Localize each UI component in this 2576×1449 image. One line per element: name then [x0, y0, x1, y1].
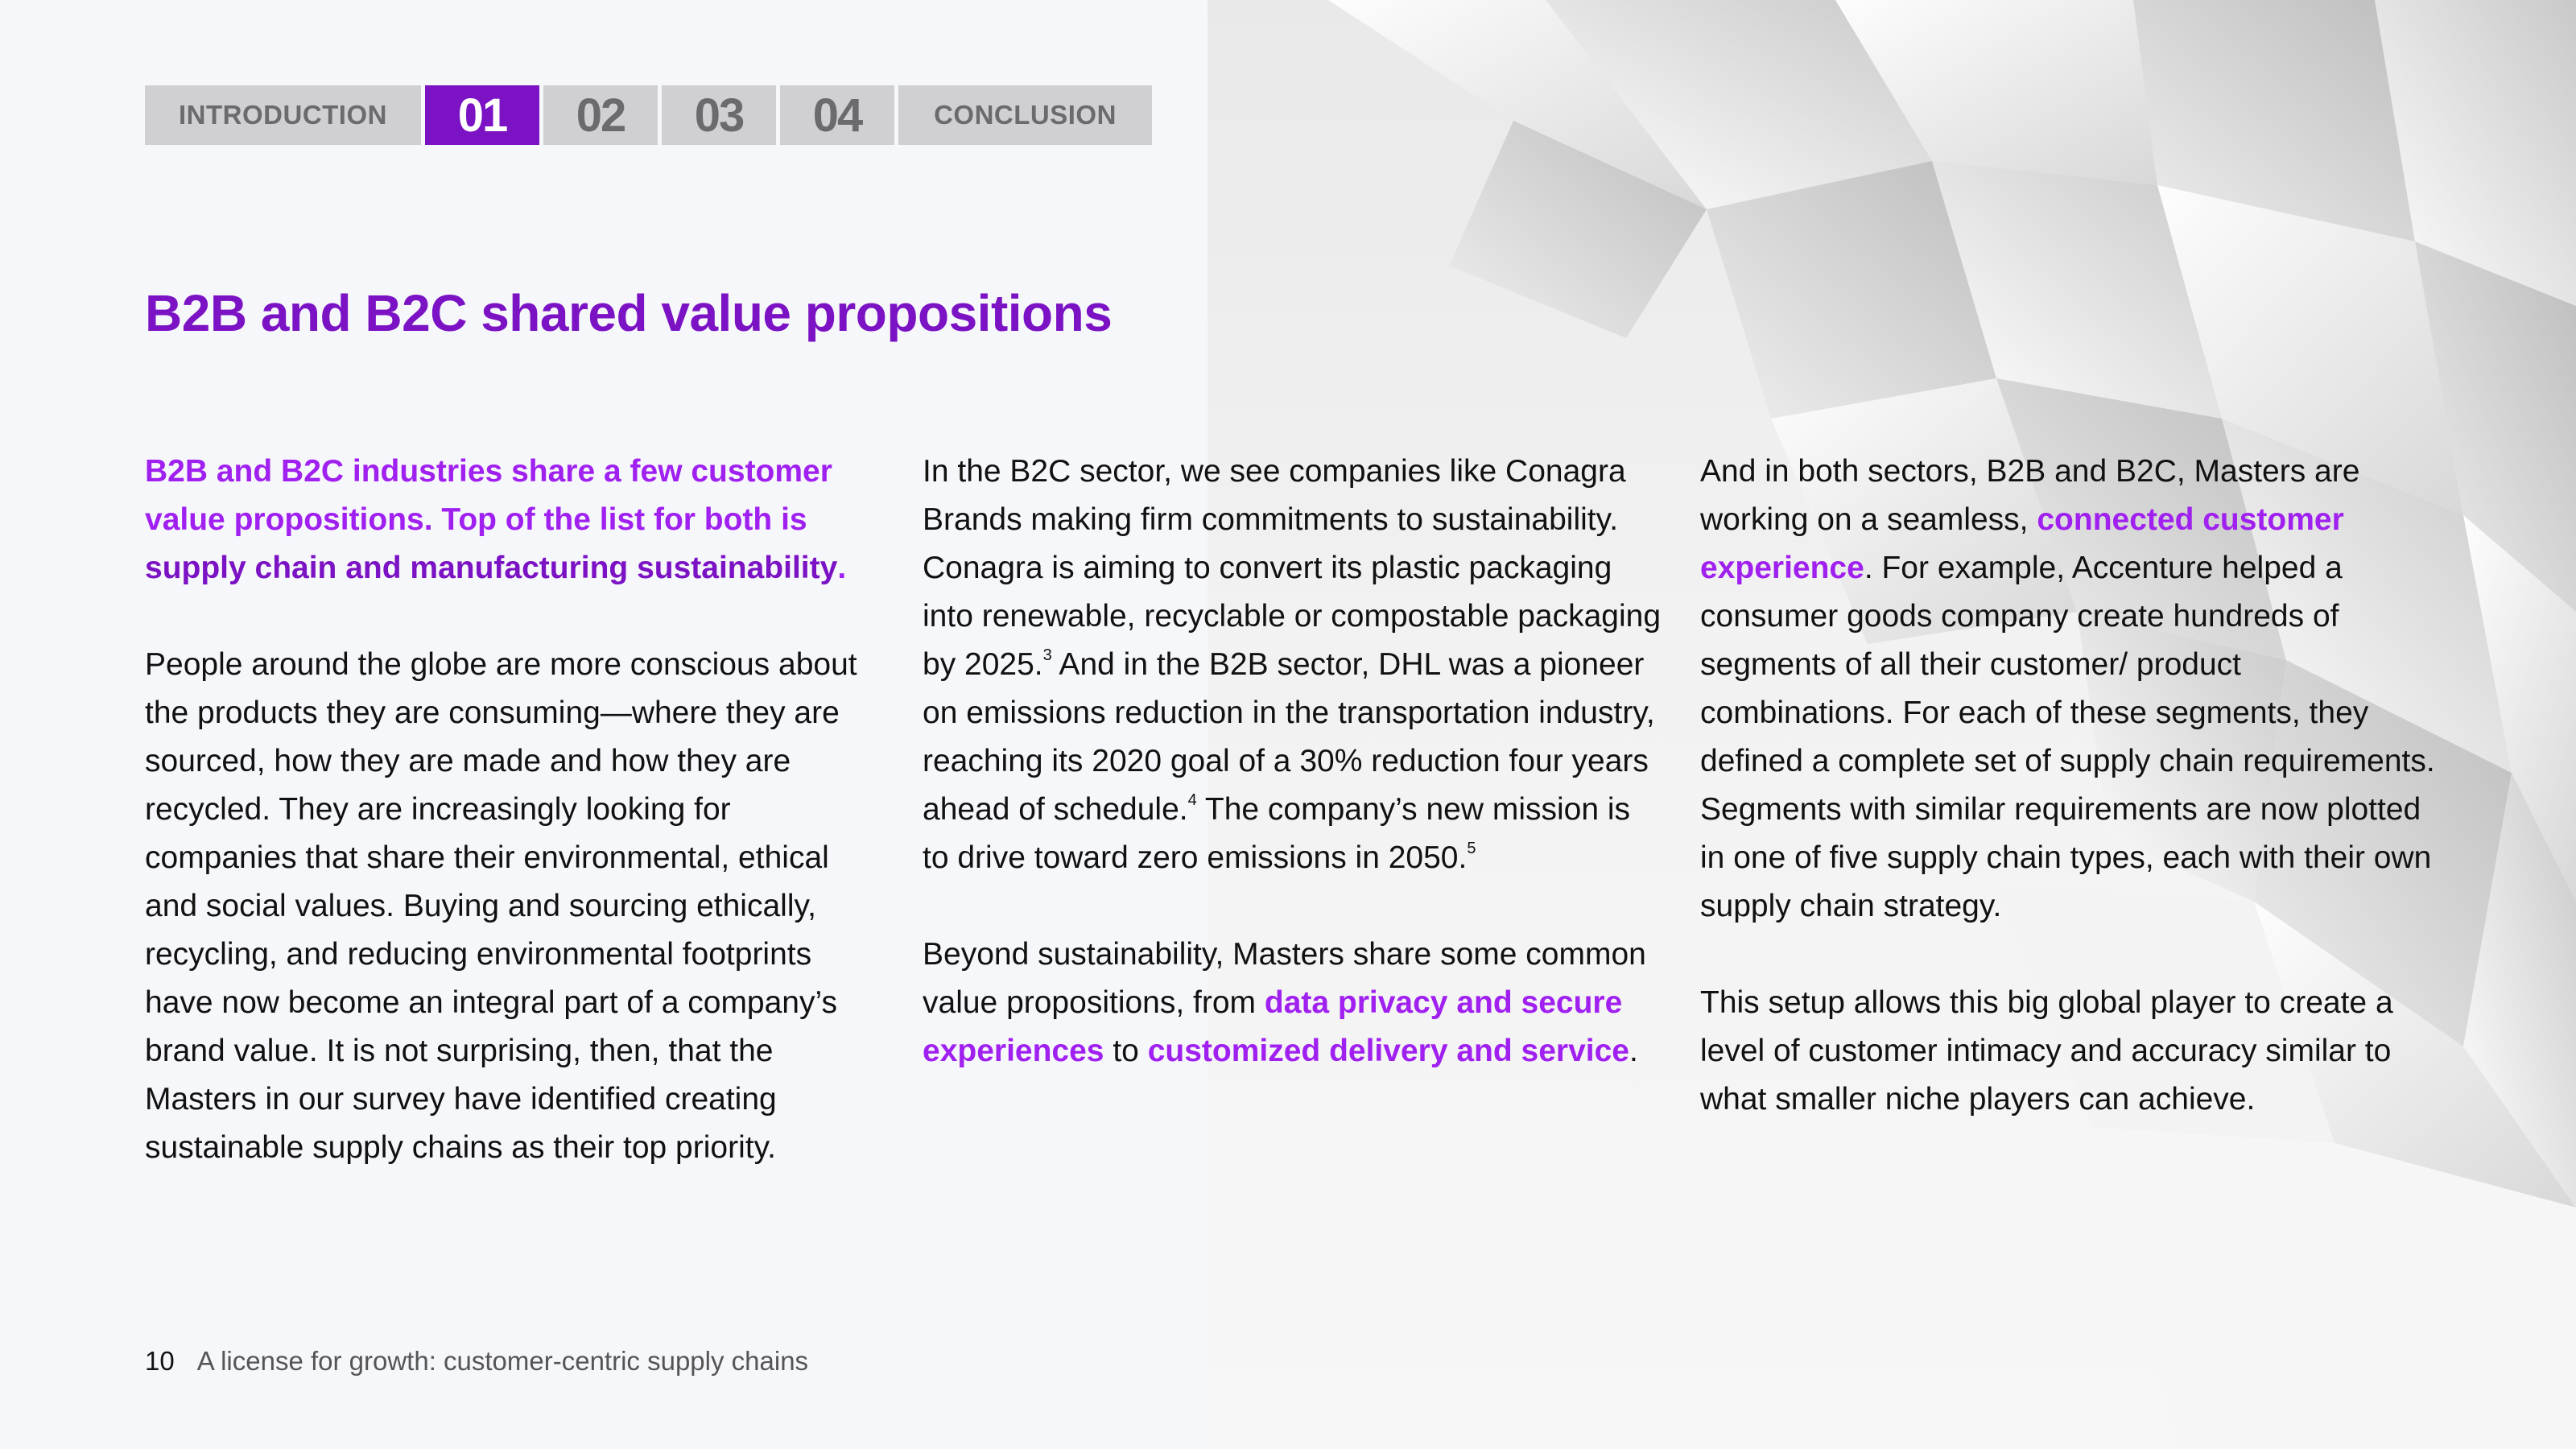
section-navigation: [145, 85, 1152, 145]
highlight-connected-experience: connected customer experience: [1700, 502, 2344, 585]
text-span: The company’s new mission is to drive toward zero emissions in 2050.: [923, 792, 1631, 875]
footnote-ref: 3: [1042, 646, 1052, 664]
page-number: 10: [145, 1346, 175, 1376]
tab-conclusion[interactable]: CONCLUSION: [898, 85, 1152, 145]
tab-02[interactable]: 02: [543, 85, 658, 145]
tab-03[interactable]: 03: [662, 85, 776, 145]
tab-01[interactable]: 01: [425, 85, 539, 145]
highlight-customized-delivery: customized delivery and service: [1147, 1034, 1629, 1068]
text-span: to: [1104, 1034, 1148, 1068]
tab-04[interactable]: 04: [780, 85, 894, 145]
body-paragraph: People around the globe are more conscious about the products they are consuming—where they are sourced, how they are made and how they are recycled. They are increasingly looking for companies that share their environmental, ethical and social values. Buying and sourcing ethically, recycling, and reducing environmental footprints have now become an integral part of a company’s brand value. It is not surprising, then, that the Masters in our survey have identified creating sustainable supply chains as their top priority.: [145, 647, 857, 1165]
text-span: Beyond sustainability, Masters share some common value propositions, from: [923, 937, 1646, 1020]
body-paragraph: [1700, 448, 2441, 931]
document-title: A license for growth: customer-centric supply chains: [196, 1346, 809, 1376]
text-span: . For example, Accenture helped a consumer goods company create hundreds of segments of all their customer/ product combinations. For each of these segments, they defined a complete set of supply chain requirements. Segments with similar requirements are now plotted in one of five supply chain types, each with their own supply chain strategy.: [1700, 551, 2435, 923]
body-paragraph: [923, 448, 1663, 882]
footnote-ref: 4: [1187, 791, 1197, 809]
body-paragraph: [923, 931, 1663, 1075]
footnote-ref: 5: [1467, 840, 1476, 857]
text-span: And in both sectors, B2B and B2C, Masters are working on a seamless,: [1700, 454, 2360, 537]
column-3: [1700, 448, 2441, 1172]
highlight-data-privacy: data privacy and secure experiences: [923, 985, 1623, 1068]
page-footer: [145, 1346, 808, 1377]
column-1: [145, 448, 886, 1220]
text-span: In the B2C sector, we see companies like Conagra Brands making firm commitments to sustainability. Conagra is aiming to convert its plastic packaging into renewable, recyclable or compostable packaging by 2025.: [923, 454, 1662, 682]
lead-text: B2B and B2C industries share a few customer value propositions. Top of the list for both is: [145, 454, 832, 537]
text-span: .: [1629, 1034, 1638, 1068]
page-title: B2B and B2C shared value propositions: [145, 284, 1113, 342]
text-span: And in the B2B sector, DHL was a pioneer on emissions reduction in the transportation industry, reaching its 2020 goal of a 30% reduction four years ahead of schedule.: [923, 647, 1655, 827]
lead-paragraph: [145, 448, 886, 592]
lead-period: .: [837, 551, 847, 585]
body-paragraph: This setup allows this big global player to create a level of customer intimacy and accuracy similar to what smaller niche players can achieve.: [1700, 985, 2393, 1117]
lead-emphasis: supply chain and manufacturing sustainability: [145, 551, 838, 585]
tab-introduction[interactable]: INTRODUCTION: [145, 85, 421, 145]
column-2: [923, 448, 1663, 1124]
